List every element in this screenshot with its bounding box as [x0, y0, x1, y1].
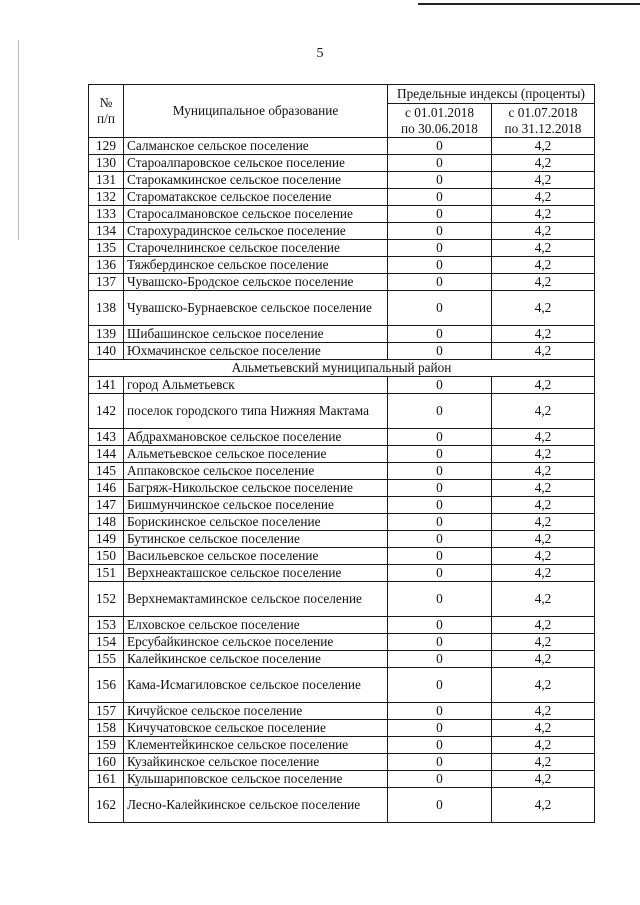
row-number: 151 — [89, 565, 124, 582]
table-row — [89, 651, 595, 668]
row-number: 147 — [89, 497, 124, 514]
municipality-name: Салманское сельское поселение — [124, 138, 388, 155]
section-title: Альметьевский муниципальный район — [89, 360, 595, 377]
index-period-2: 4,2 — [492, 720, 595, 737]
index-period-2: 4,2 — [492, 497, 595, 514]
index-period-1: 0 — [388, 377, 492, 394]
index-period-2: 4,2 — [492, 172, 595, 189]
index-period-1: 0 — [388, 634, 492, 651]
index-period-2: 4,2 — [492, 480, 595, 497]
table-row — [89, 634, 595, 651]
municipality-name: Кичучатовское сельское поселение — [124, 720, 388, 737]
index-period-2: 4,2 — [492, 548, 595, 565]
index-period-2: 4,2 — [492, 788, 595, 823]
index-period-2: 4,2 — [492, 429, 595, 446]
municipality-name: Бутинское сельское поселение — [124, 531, 388, 548]
municipality-name: Елховское сельское поселение — [124, 617, 388, 634]
municipality-name: Староалпаровское сельское поселение — [124, 155, 388, 172]
municipality-name: Альметьевское сельское поселение — [124, 446, 388, 463]
index-period-2: 4,2 — [492, 206, 595, 223]
municipality-name: Юхмачинское сельское поселение — [124, 343, 388, 360]
index-period-2: 4,2 — [492, 138, 595, 155]
index-period-1: 0 — [388, 771, 492, 788]
municipality-name: Старочелнинское сельское поселение — [124, 240, 388, 257]
municipality-name: Кульшариповское сельское поселение — [124, 771, 388, 788]
header-period-1 — [388, 104, 492, 138]
table-row — [89, 343, 595, 360]
table-row — [89, 274, 595, 291]
municipality-name: Борискинское сельское поселение — [124, 514, 388, 531]
header-number-text: № п/п — [97, 95, 115, 126]
index-period-2: 4,2 — [492, 291, 595, 326]
table-row — [89, 754, 595, 771]
row-number: 158 — [89, 720, 124, 737]
table-body — [89, 138, 595, 823]
index-period-1: 0 — [388, 531, 492, 548]
municipality-name: Кузайкинское сельское поселение — [124, 754, 388, 771]
index-period-1: 0 — [388, 394, 492, 429]
index-period-2: 4,2 — [492, 737, 595, 754]
table-row — [89, 668, 595, 703]
row-number: 149 — [89, 531, 124, 548]
table-row — [89, 223, 595, 240]
index-period-1: 0 — [388, 155, 492, 172]
table-row — [89, 429, 595, 446]
index-period-1: 0 — [388, 514, 492, 531]
municipality-name: Шибашинское сельское поселение — [124, 326, 388, 343]
index-period-2: 4,2 — [492, 189, 595, 206]
index-period-1: 0 — [388, 446, 492, 463]
table-row — [89, 206, 595, 223]
index-period-2: 4,2 — [492, 257, 595, 274]
index-period-2: 4,2 — [492, 343, 595, 360]
index-period-2: 4,2 — [492, 634, 595, 651]
municipality-name: Бишмунчинское сельское поселение — [124, 497, 388, 514]
row-number: 129 — [89, 138, 124, 155]
index-period-1: 0 — [388, 737, 492, 754]
index-period-2: 4,2 — [492, 514, 595, 531]
index-period-2: 4,2 — [492, 155, 595, 172]
index-period-2: 4,2 — [492, 531, 595, 548]
row-number: 138 — [89, 291, 124, 326]
index-period-2: 4,2 — [492, 703, 595, 720]
row-number: 140 — [89, 343, 124, 360]
header-index-group: Предельные индексы (проценты) — [388, 85, 595, 104]
row-number: 137 — [89, 274, 124, 291]
index-period-1: 0 — [388, 223, 492, 240]
index-period-2: 4,2 — [492, 446, 595, 463]
municipality-name: Ерсубайкинское сельское поселение — [124, 634, 388, 651]
index-period-1: 0 — [388, 788, 492, 823]
table-row — [89, 514, 595, 531]
row-number: 143 — [89, 429, 124, 446]
row-number: 134 — [89, 223, 124, 240]
row-number: 154 — [89, 634, 124, 651]
municipality-name: Староматакское сельское поселение — [124, 189, 388, 206]
index-period-2: 4,2 — [492, 771, 595, 788]
municipality-name: поселок городского типа Нижняя Мактама — [124, 394, 388, 429]
row-number: 144 — [89, 446, 124, 463]
row-number: 135 — [89, 240, 124, 257]
row-number: 133 — [89, 206, 124, 223]
table-row — [89, 291, 595, 326]
index-period-1: 0 — [388, 480, 492, 497]
municipality-name: Верхнемактаминское сельское поселение — [124, 582, 388, 617]
table-row — [89, 240, 595, 257]
table-row — [89, 720, 595, 737]
index-period-1: 0 — [388, 172, 492, 189]
row-number: 146 — [89, 480, 124, 497]
index-period-2: 4,2 — [492, 651, 595, 668]
table-row — [89, 463, 595, 480]
index-period-2: 4,2 — [492, 565, 595, 582]
index-period-1: 0 — [388, 206, 492, 223]
index-period-1: 0 — [388, 138, 492, 155]
row-number: 150 — [89, 548, 124, 565]
index-period-1: 0 — [388, 582, 492, 617]
table-row — [89, 394, 595, 429]
table-row — [89, 155, 595, 172]
table-row — [89, 497, 595, 514]
table-row — [89, 480, 595, 497]
table-row — [89, 771, 595, 788]
index-period-1: 0 — [388, 429, 492, 446]
index-period-2: 4,2 — [492, 223, 595, 240]
index-period-1: 0 — [388, 754, 492, 771]
index-period-2: 4,2 — [492, 326, 595, 343]
row-number: 130 — [89, 155, 124, 172]
index-period-2: 4,2 — [492, 377, 595, 394]
row-number: 159 — [89, 737, 124, 754]
table-row — [89, 257, 595, 274]
table-row — [89, 565, 595, 582]
municipality-name: город Альметьевск — [124, 377, 388, 394]
page-number: 5 — [316, 46, 324, 61]
index-period-1: 0 — [388, 497, 492, 514]
municipality-name: Калейкинское сельское поселение — [124, 651, 388, 668]
table-row — [89, 788, 595, 823]
row-number: 155 — [89, 651, 124, 668]
index-period-1: 0 — [388, 463, 492, 480]
table-row — [89, 737, 595, 754]
municipality-name: Старосалмановское сельское поселение — [124, 206, 388, 223]
municipality-name: Чувашско-Бродское сельское поселение — [124, 274, 388, 291]
table-row — [89, 446, 595, 463]
index-period-2: 4,2 — [492, 274, 595, 291]
index-period-2: 4,2 — [492, 240, 595, 257]
row-number: 139 — [89, 326, 124, 343]
row-number: 131 — [89, 172, 124, 189]
row-number: 148 — [89, 514, 124, 531]
index-period-1: 0 — [388, 617, 492, 634]
index-period-1: 0 — [388, 326, 492, 343]
row-number: 153 — [89, 617, 124, 634]
municipality-name: Абдрахмановское сельское поселение — [124, 429, 388, 446]
header-number — [89, 85, 124, 138]
row-number: 162 — [89, 788, 124, 823]
municipality-name: Старокамкинское сельское поселение — [124, 172, 388, 189]
index-period-2: 4,2 — [492, 582, 595, 617]
index-period-1: 0 — [388, 668, 492, 703]
index-period-2: 4,2 — [492, 754, 595, 771]
municipality-name: Васильевское сельское поселение — [124, 548, 388, 565]
index-period-1: 0 — [388, 257, 492, 274]
index-period-1: 0 — [388, 343, 492, 360]
row-number: 157 — [89, 703, 124, 720]
index-period-1: 0 — [388, 651, 492, 668]
table-row — [89, 172, 595, 189]
municipality-name: Чувашско-Бурнаевское сельское поселение — [124, 291, 388, 326]
index-period-2: 4,2 — [492, 463, 595, 480]
index-period-1: 0 — [388, 189, 492, 206]
index-period-1: 0 — [388, 240, 492, 257]
price-index-table — [88, 84, 595, 823]
index-period-2: 4,2 — [492, 394, 595, 429]
header-period-2-text: с 01.07.2018 по 31.12.2018 — [504, 104, 582, 136]
index-period-1: 0 — [388, 274, 492, 291]
index-period-1: 0 — [388, 720, 492, 737]
index-period-1: 0 — [388, 548, 492, 565]
row-number: 145 — [89, 463, 124, 480]
scan-margin-mark — [18, 40, 19, 240]
table-row — [89, 138, 595, 155]
row-number: 156 — [89, 668, 124, 703]
row-number: 142 — [89, 394, 124, 429]
row-number: 161 — [89, 771, 124, 788]
index-period-1: 0 — [388, 565, 492, 582]
municipality-name: Лесно-Калейкинское сельское поселение — [124, 788, 388, 823]
municipality-name: Верхнеакташское сельское поселение — [124, 565, 388, 582]
index-period-1: 0 — [388, 291, 492, 326]
table-row — [89, 189, 595, 206]
index-period-1: 0 — [388, 703, 492, 720]
row-number: 160 — [89, 754, 124, 771]
row-number: 132 — [89, 189, 124, 206]
header-period-1-text: с 01.01.2018 по 30.06.2018 — [401, 104, 478, 136]
top-rule — [418, 3, 640, 5]
table-row — [89, 326, 595, 343]
index-period-2: 4,2 — [492, 617, 595, 634]
table-row — [89, 617, 595, 634]
municipality-name: Аппаковское сельское поселение — [124, 463, 388, 480]
row-number: 152 — [89, 582, 124, 617]
municipality-name: Кичуйское сельское поселение — [124, 703, 388, 720]
municipality-name: Кама-Исмагиловское сельское поселение — [124, 668, 388, 703]
municipality-name: Тяжбердинское сельское поселение — [124, 257, 388, 274]
municipality-name: Клементейкинское сельское поселение — [124, 737, 388, 754]
table-row — [89, 548, 595, 565]
row-number: 141 — [89, 377, 124, 394]
index-period-2: 4,2 — [492, 668, 595, 703]
municipality-name: Багряж-Никольское сельское поселение — [124, 480, 388, 497]
table-row — [89, 703, 595, 720]
municipality-name: Старохурадинское сельское поселение — [124, 223, 388, 240]
header-period-2 — [492, 104, 595, 138]
table-row — [89, 377, 595, 394]
section-row — [89, 360, 595, 377]
table-row — [89, 582, 595, 617]
header-municipality: Муниципальное образование — [124, 85, 388, 138]
row-number: 136 — [89, 257, 124, 274]
table-row — [89, 531, 595, 548]
